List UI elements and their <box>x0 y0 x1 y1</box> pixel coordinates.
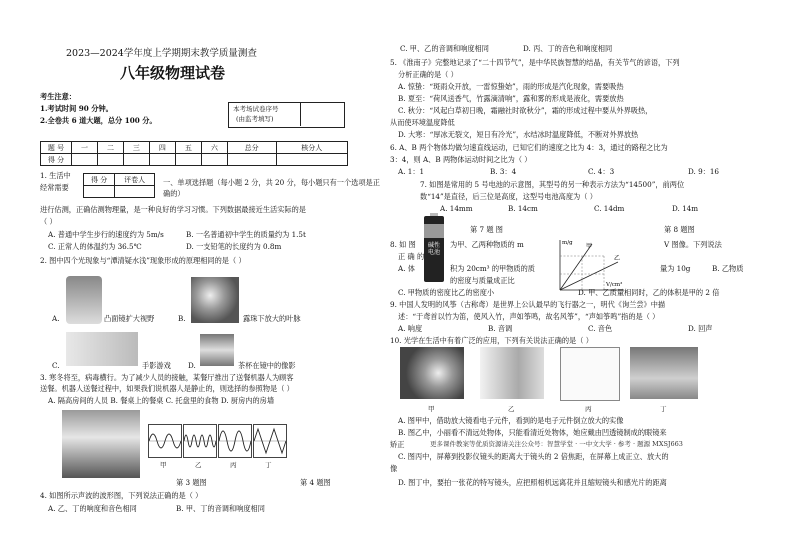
q8-option-a: A. 体 <box>398 264 415 273</box>
q2-label-b: B. <box>178 314 186 323</box>
score-cell[interactable] <box>175 154 201 166</box>
q5-stem-2: 分析正确的是（ ） <box>398 70 458 79</box>
q10-fig-label: 甲 <box>428 405 435 413</box>
q10-photo-projector-screen <box>560 347 620 401</box>
grader-cell[interactable] <box>84 186 115 198</box>
score-header: 四 <box>149 142 175 154</box>
q2-option-b-text: 露珠下放大的叶脉 <box>243 314 301 323</box>
q6-option: C. 4：3 <box>588 167 615 176</box>
battery-image <box>424 216 444 282</box>
waveform-label: 丙 <box>230 461 237 469</box>
q1-side-label-2: 经常需要 <box>40 183 69 192</box>
fig4-caption: 第 4 题图 <box>300 478 331 487</box>
m-v-graph <box>548 236 628 294</box>
q1-option-d: D. 一支铅笔的长度约为 0.8m <box>186 242 282 251</box>
watermark-line: 更多课件教案等优质资源请关注公众号：智慧学堂 · 一中文大学 · 参考 · 题源 MXSJ663 <box>430 440 683 448</box>
section1-title: 一、单项选择题（每小题 2 分，共 20 分，每小题只有一个选项是正 <box>163 178 380 187</box>
grader-table <box>83 173 155 198</box>
waveform-jia <box>148 424 182 458</box>
note-item-1: 1.考试时间 90 分钟。 <box>40 104 113 113</box>
q1-stem: 进行估测，正确估测物理量，是一种良好的学习习惯。下列数据最接近生活实际的是 <box>40 205 306 214</box>
q1-option-b: B. 一名普通初中学生的质量约为 1.5t <box>186 230 306 239</box>
score-header: 五 <box>175 142 201 154</box>
score-header: 总分 <box>227 142 276 154</box>
score-cell[interactable] <box>149 154 175 166</box>
q5-option-d: D. 大寒：“厚冰无裂文，短日有冷光”，水结冰时温度降低，不断对外界放热 <box>398 130 639 139</box>
q10-option-d: D. 图丁中，要拍一张花的特写镜头，应把照相机远离花并且缩短镜头和感光片的距离 <box>398 478 667 487</box>
q8-stem-b: 为甲、乙两种物质的 m <box>450 240 524 249</box>
q10-fig-label: 乙 <box>508 405 515 413</box>
q10-photo-camera <box>630 347 698 399</box>
score-cell[interactable] <box>227 154 276 166</box>
q5-option-b: B. 夏至：“荷风送香气，竹露滴清响”，露和雾的形成是液化，需要放热 <box>398 94 624 103</box>
series-yi-label: 乙 <box>614 255 621 262</box>
q2-stem: 2. 图中四个光现象与“潭清疑水浅”现象形成的原理相同的是（ ） <box>40 256 246 265</box>
fig3-caption: 第 3 题图 <box>176 478 207 487</box>
battery-label: 碱性电池 <box>428 242 441 256</box>
score-row-label: 得 分 <box>41 154 72 166</box>
graph-ylabel: m/g <box>562 240 573 246</box>
q8-stem-a: 8. 如 图 <box>390 240 416 249</box>
score-cell[interactable] <box>201 154 227 166</box>
waveform-label: 丁 <box>265 461 272 469</box>
score-header: 二 <box>97 142 123 154</box>
q9-stem-1: 9. 中国人发明的风筝（古称鸢）是世界上公认最早的飞行器之一，明代《询兰尝》中描 <box>390 300 666 309</box>
q8-stem-d: 正 确 的 <box>398 252 425 261</box>
q10-fig-label: 丁 <box>660 405 667 413</box>
battery-cap <box>430 213 438 216</box>
q9-option: A. 响度 <box>398 324 423 333</box>
q1-paren: （ ） <box>40 217 57 226</box>
score-cell[interactable] <box>72 154 98 166</box>
fig7-caption: 第 7 题 图 <box>470 225 503 234</box>
q10-option-b-1: B. 图乙中，小丽看不清远处物体，只能看清近处物体，她应戴由凹透镜制成的眼镜来 <box>398 428 667 437</box>
seat-box-divider <box>300 102 301 126</box>
score-cell[interactable] <box>276 154 347 166</box>
q7-option: D. 14m <box>672 204 699 213</box>
score-cell[interactable] <box>97 154 123 166</box>
q1-side-label: 1. 生活中 <box>40 171 71 180</box>
q1-option-a: A. 普通中学生步行的速度约为 5m/s <box>48 230 164 239</box>
q8-option-c: C. 甲物质的密度比乙的密度小 <box>398 288 495 297</box>
grader-score: 得 分 <box>84 174 115 186</box>
q8-stem-c: V 图像。下列说法 <box>664 240 722 249</box>
section1-title-2: 确的） <box>163 189 185 198</box>
q7-stem-2: 数“14”是直径，后三位是高度，这型号电池高度为（ ） <box>420 192 597 201</box>
seat-box-line1: 本考场试卷序号 <box>233 105 279 113</box>
q10-photo-magnifier <box>400 347 464 399</box>
seat-box-line2: (由监考填写) <box>236 115 274 123</box>
q9-option: D. 回声 <box>688 324 713 333</box>
q5-option-c-1: C. 秋分：“风起白草初日晚，霜融社时欲秋分”，霜的形成过程中要从外界吸热， <box>398 106 653 115</box>
q2-image-hand-shadow <box>66 332 138 366</box>
q2-option-c-text: 手影游戏 <box>142 361 171 370</box>
q2-label-c: C. <box>52 361 60 370</box>
q4-option-c: C. 甲、乙的音调和响度相同 <box>400 44 489 53</box>
battery-band <box>424 224 444 238</box>
score-header: 三 <box>123 142 149 154</box>
q6-option: D. 9：16 <box>688 167 719 176</box>
waveform-ding <box>253 424 287 458</box>
q4-option-d: D. 丙、丁的音色和响度相同 <box>523 44 613 53</box>
q9-stem-2: 述：“于鸢首以竹为笛，使风入竹，声如筝鸣，故名风筝”，“声如筝鸣”指的是（ ） <box>398 312 660 321</box>
waveform-yi <box>183 424 217 458</box>
q4-option-a: A. 乙、丁的响度和音色相同 <box>48 504 137 513</box>
score-header: 一 <box>72 142 98 154</box>
q7-option: C. 14dm <box>594 204 625 213</box>
q2-label-a: A. <box>52 314 60 323</box>
q6-option: B. 3：4 <box>490 167 517 176</box>
q4-option-b: B. 甲、丁的音调和响度相同 <box>176 504 265 513</box>
q10-photo-eye-exam <box>480 347 544 399</box>
q5-option-c-2: 从而使环境温度降低 <box>390 118 455 127</box>
q10-option-c-1: C. 图丙中，屏幕到投影仪镜头的距离大于镜头的 2 倍焦距，在屏幕上成正立、放大的 <box>398 452 669 461</box>
q10-option-b-2: 矫正 <box>390 440 405 449</box>
q2-option-a-text: 凸面镜扩大视野 <box>104 314 155 323</box>
q2-label-d: D. <box>188 361 196 370</box>
q4-stem: 4. 如图所示声波的波形图，下列说法正确的是（ ） <box>40 491 203 500</box>
q3-stem-2: 送餐。机器人送餐过程中，如果我们说机器人是静止的，则选择的参照物是（ ） <box>40 384 294 393</box>
q3-options: A. 隔高房间的人员 B. 餐桌上的餐桌 C. 托盘里的食物 D. 厨房内的房墙 <box>48 396 275 405</box>
score-header: 题 号 <box>41 142 72 154</box>
q9-option: C. 音色 <box>588 324 613 333</box>
series-jia-label: 甲 <box>586 243 593 250</box>
q8-option-b: B. 乙物质 <box>712 264 744 273</box>
q3-robot-photo <box>62 410 140 478</box>
fig8-caption: 第 8 题图 <box>664 225 695 234</box>
q7-option: B. 14cm <box>508 204 538 213</box>
q6-stem-2: 3：4，则 A、B 两物体运动时间之比为（ ） <box>390 155 532 164</box>
score-table <box>40 141 348 166</box>
q8-option-a-3: 量为 10g <box>660 264 691 273</box>
waveform-bing <box>218 424 252 458</box>
q10-option-a: A. 图甲中，借助放大镜看电子元件，看到的是电子元件倒立放大的实像 <box>398 416 624 425</box>
exam-header-line: 2023—2024学年度上学期期末教学质量测查 <box>66 48 257 59</box>
q1-option-c: C. 正常人的体温约为 36.5℃ <box>48 242 142 251</box>
q10-fig-label: 丙 <box>585 405 592 413</box>
q7-stem-1: 7. 如图是常用的 5 号电池的示意图，其型号的另一种表示方法为“14500”，前两位 <box>420 180 685 189</box>
grader-cell[interactable] <box>115 186 155 198</box>
q6-stem-1: 6. A、B 两个物体均做匀速直线运动，已知它们的速度之比为 4：3，通过的路程之比为 <box>390 143 668 152</box>
q5-option-a: A. 惊蛰：“斑雨众开放，一雷惊蛰始”，雨的形成是汽化现象，需要吸热 <box>398 82 624 91</box>
note-item-2: 2.全卷共 6 道大题，总分 100 分。 <box>40 116 157 125</box>
score-header: 核分人 <box>276 142 347 154</box>
score-cell[interactable] <box>123 154 149 166</box>
q7-option: A. 14mm <box>440 204 473 213</box>
grader-name: 评卷人 <box>115 174 155 186</box>
score-header: 六 <box>201 142 227 154</box>
q2-image-convex-mirror <box>66 276 102 324</box>
q8-option-a-2: 积为 20cm³ 的甲物质的质 <box>450 264 535 273</box>
waveform-label: 甲 <box>160 461 167 469</box>
series-jia-line <box>560 244 592 290</box>
q8-option-d: D. 甲、乙质量相同时，乙的体积是甲的 2 倍 <box>578 288 720 297</box>
q10-stem: 10. 光学在生活中有着广泛的应用，下列有关说法正确的是（ ） <box>390 336 593 345</box>
graph-xlabel: V/cm³ <box>606 282 623 288</box>
q5-stem-1: 5. 《淮南子》完整地记录了“二十四节气”，是中华民族智慧的结晶，有关节气的谚语，下列 <box>390 58 680 67</box>
q2-image-dew-leaf <box>191 277 239 323</box>
q8-option-b-2: 的密度与质量成正比 <box>450 276 515 285</box>
q3-stem-1: 3. 寒冬将至，病毒横行。为了减少人员的接触，某餐厅推出了送餐机器人为顾客 <box>40 373 294 382</box>
waveform-label: 乙 <box>195 461 202 469</box>
page-title: 八年级物理试卷 <box>120 64 226 82</box>
q10-option-c-2: 像 <box>390 464 398 473</box>
q9-option: B. 音调 <box>488 324 513 333</box>
q2-option-d-text: 茶杯在镜中的像影 <box>238 361 296 370</box>
q2-image-cup-mirror <box>200 334 234 366</box>
q6-option: A. 1：1 <box>398 167 425 176</box>
notes-heading: 考生注意： <box>40 92 76 101</box>
